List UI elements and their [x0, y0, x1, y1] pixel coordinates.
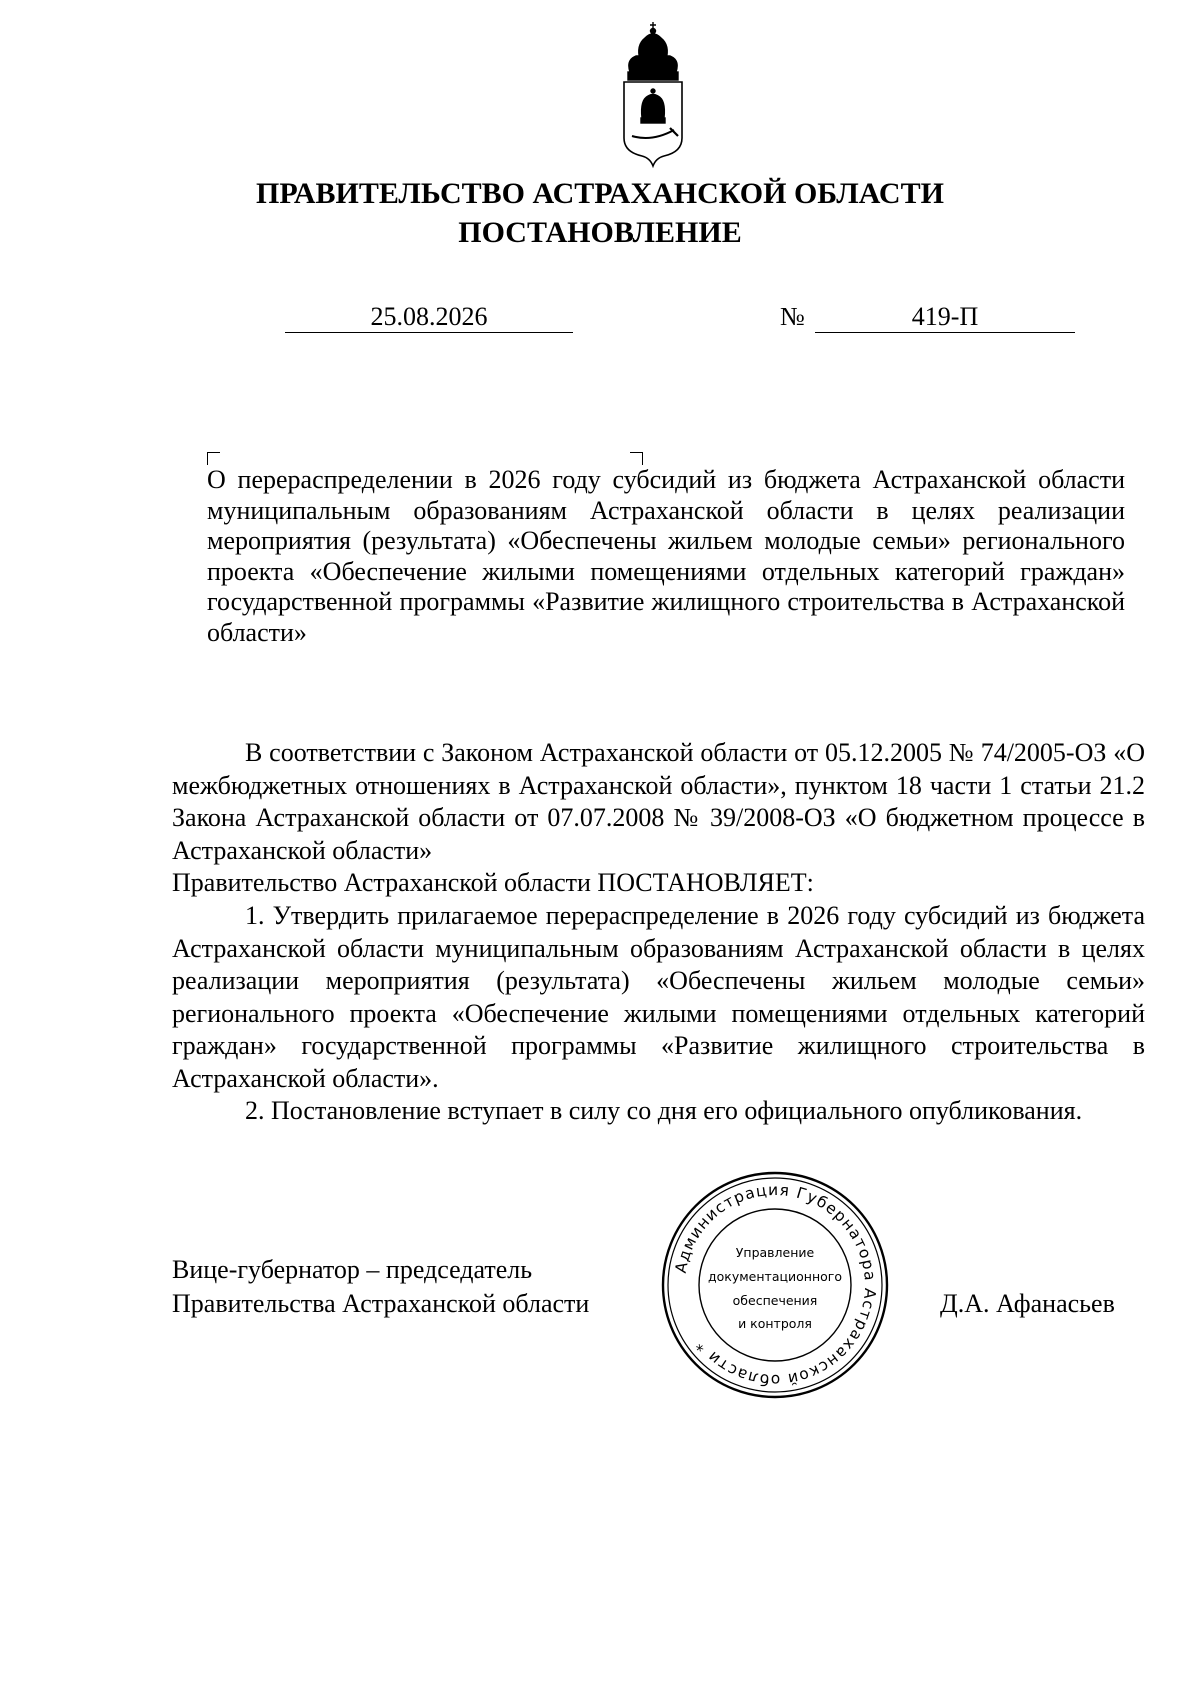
document-type-title: ПОСТАНОВЛЕНИЕ: [458, 216, 742, 249]
signatory-name: Д.А. Афанасьев: [940, 1289, 1115, 1318]
coat-of-arms-icon: [612, 20, 694, 170]
signatory-position-line-2: Правительства Астраханской области: [172, 1289, 590, 1318]
seal-center-line-4: и контроля: [738, 1316, 812, 1331]
seal-ring-text: Администрация Губернатора Астраханской области *: [671, 1180, 880, 1390]
item-2-paragraph: 2. Постановление вступает в силу со дня его официального опубликования.: [245, 1096, 1083, 1125]
subject-corner-right: [630, 452, 643, 465]
document-date: 25.08.2026: [285, 302, 573, 333]
document-subject: О перераспределении в 2026 году субсидий из бюджета Астраханской области муниципальным образованиям Астраханской области в целях реализации мероприятия (результата) «Обеспечены жильем молодые семьи» регионального проекта «Обеспечение жилыми помещениями отдельных категорий граждан» государственной программы «Развитие жилищного строительства в Астраханской области»: [207, 465, 1125, 647]
item-1-paragraph: 1. Утвердить прилагаемое перераспределение в 2026 году субсидий из бюджета Астраханской области муниципальным образованиям Астраханской области в целях реализации мероприятия (результата) «Обеспечены жильем молодые семьи» регионального проекта «Обеспечение жилыми помещениями отдельных категорий граждан» государственной программы «Развитие жилищного строительства в Астраханской области».: [172, 901, 1145, 1093]
preamble-paragraph: В соответствии с Законом Астраханской области от 05.12.2005 № 74/2005-ОЗ «О межбюджетных отношениях в Астраханской области», пунктом 18 части 1 статьи 21.2 Закона Астраханской области от 07.07.2008 № 39/2008-ОЗ «О бюджетном процессе в Астраханской области»: [172, 738, 1145, 865]
resolution-clause: Правительство Астраханской области ПОСТАНОВЛЯЕТ:: [172, 868, 814, 897]
svg-text:Администрация Губернатора Астр: [672, 1181, 879, 1389]
seal-center-line-2: документационного: [708, 1269, 842, 1284]
seal-center-line-1: Управление: [735, 1245, 815, 1260]
official-seal-stamp: [660, 1170, 890, 1400]
government-title: ПРАВИТЕЛЬСТВО АСТРАХАНСКОЙ ОБЛАСТИ: [256, 177, 944, 210]
signatory-position-line-1: Вице-губернатор – председатель: [172, 1255, 533, 1284]
signatory-position: [172, 1253, 589, 1321]
document-number: 419-П: [815, 302, 1075, 333]
number-sign: №: [780, 302, 805, 331]
subject-corner-left: [207, 452, 220, 465]
seal-center-line-3: обеспечения: [732, 1293, 818, 1308]
